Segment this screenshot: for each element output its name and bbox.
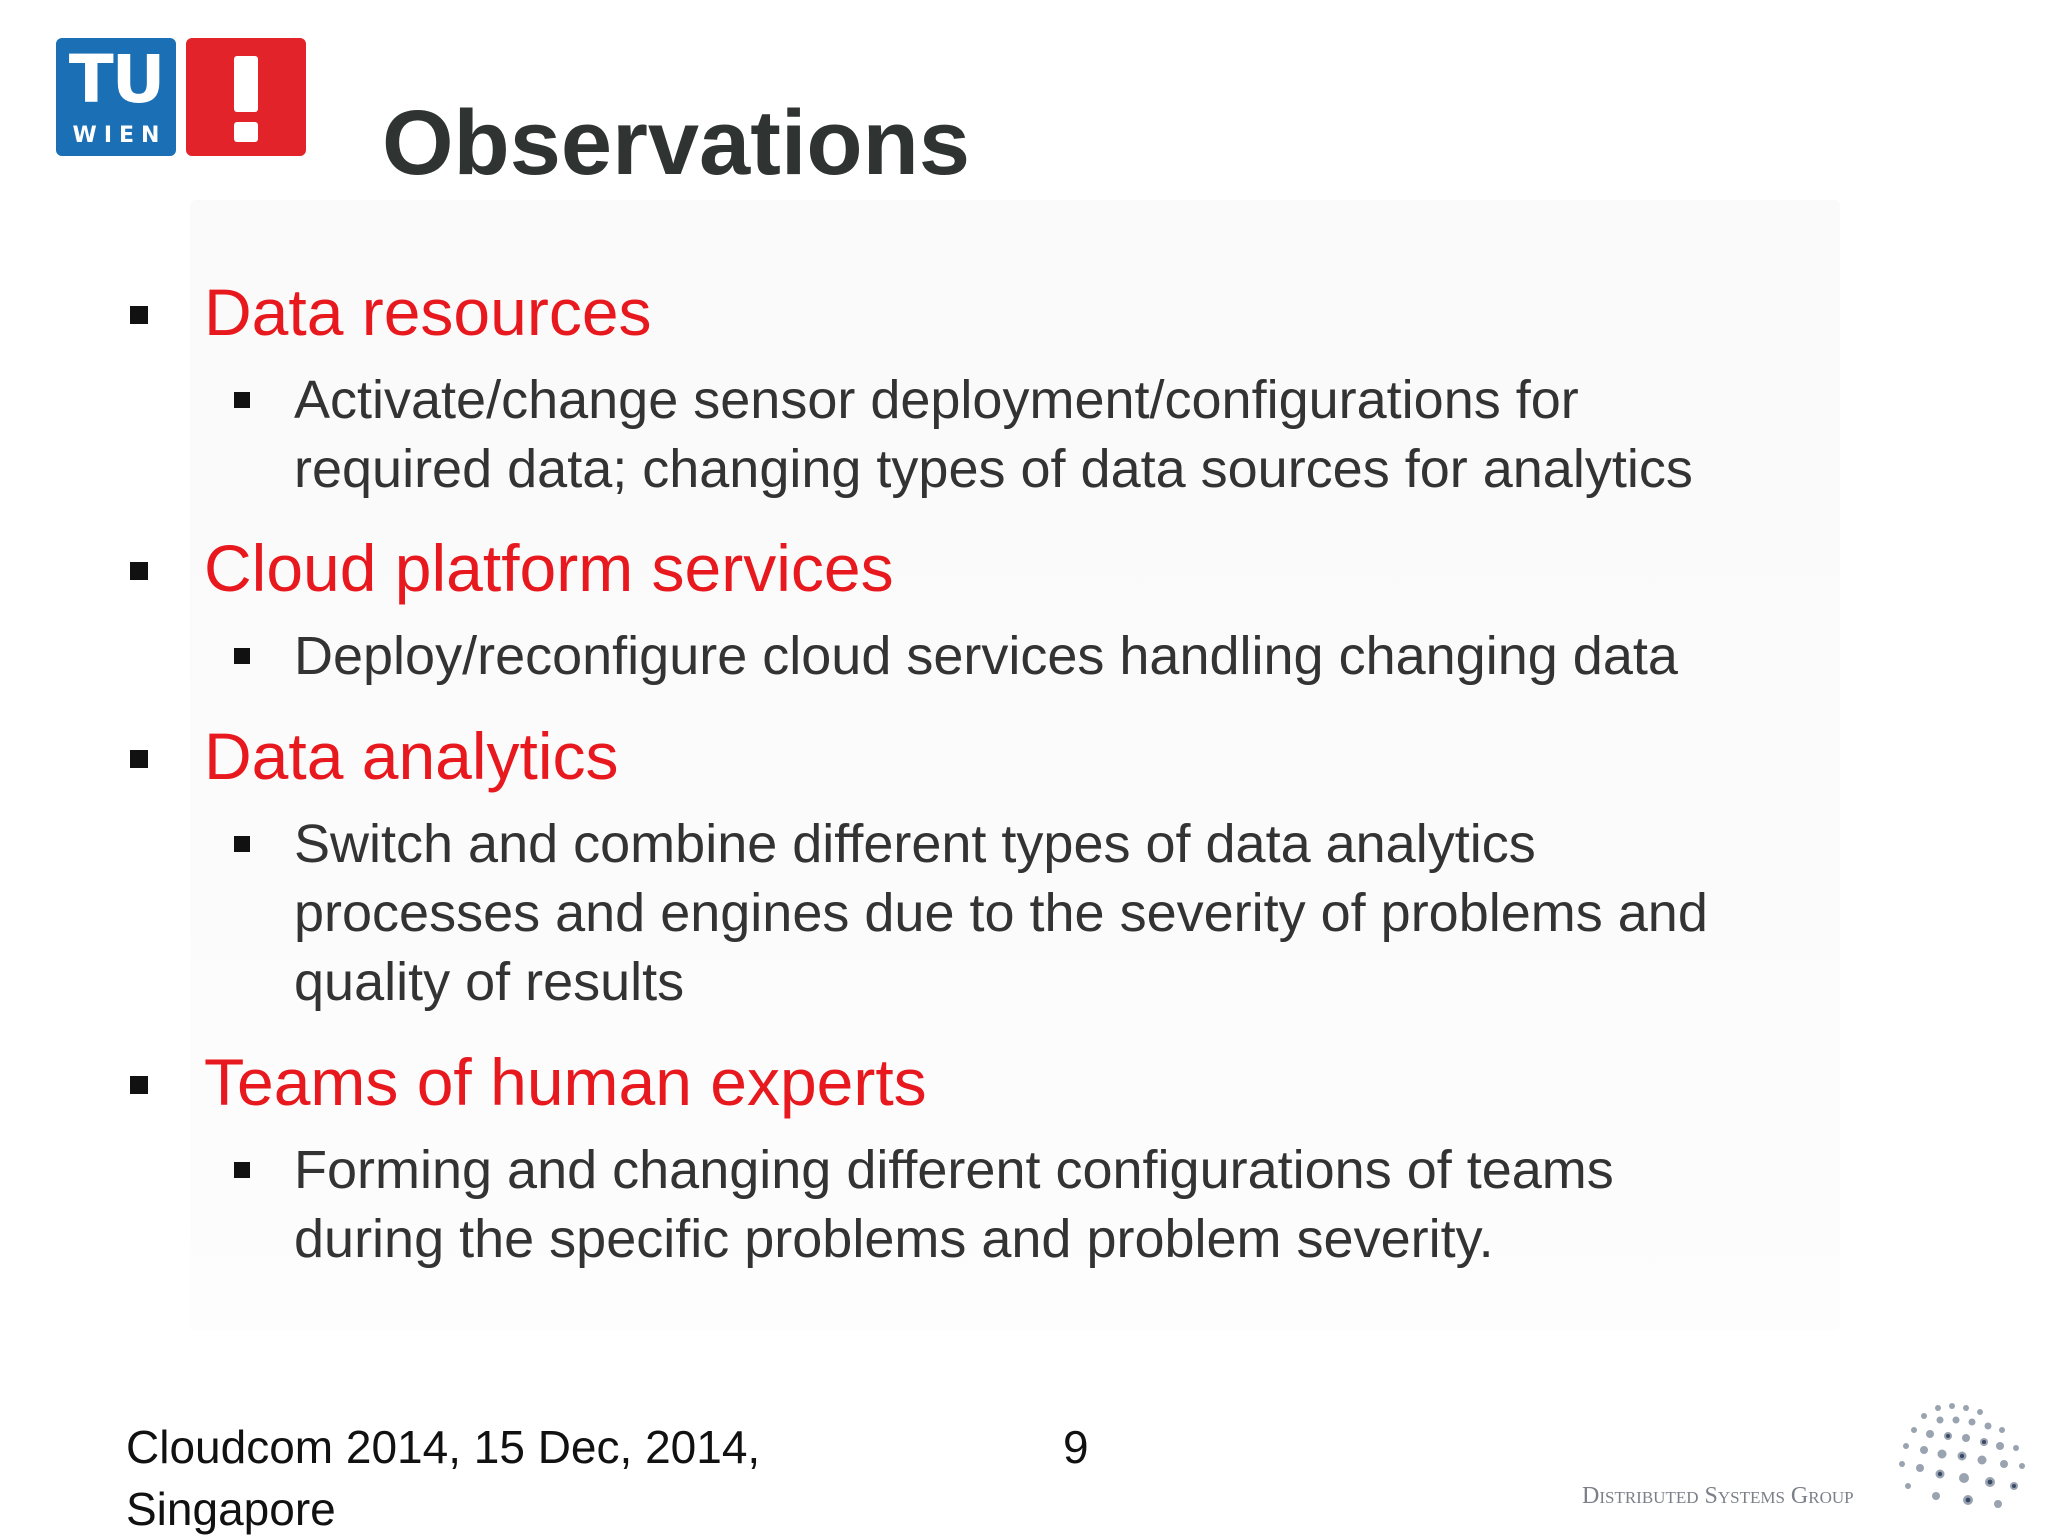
sub-item-line: Deploy/reconfigure cloud services handling changing data	[294, 626, 1678, 686]
footer-conference	[126, 1416, 760, 1540]
section-heading-text: Data analytics	[204, 719, 619, 793]
footer-conference-line1: Cloudcom 2014, 15 Dec, 2014,	[126, 1421, 761, 1473]
section-heading-text: Teams of human experts	[204, 1045, 927, 1119]
square-bullet-icon	[234, 648, 250, 664]
square-bullet-icon	[130, 562, 148, 580]
square-bullet-icon	[234, 392, 250, 408]
tu-wien-logo	[56, 38, 306, 156]
square-bullet-icon	[234, 836, 250, 852]
distributed-systems-group-logo-icon	[1880, 1400, 2030, 1510]
exclamation-dot	[234, 122, 258, 142]
section-heading-data-resources	[204, 272, 652, 352]
slide-title: Observations	[382, 92, 970, 194]
sub-item-line: Forming and changing different configurations of teams	[294, 1140, 1614, 1200]
page-number: 9	[1063, 1421, 1089, 1473]
sub-item-line: quality of results	[294, 952, 685, 1012]
section-heading-teams-of-human-experts	[204, 1042, 927, 1122]
square-bullet-icon	[130, 750, 148, 768]
section-heading-data-analytics	[204, 716, 619, 796]
square-bullet-icon	[130, 306, 148, 324]
sub-item-data-resources	[294, 366, 1854, 504]
footer-conference-line2: Singapore	[126, 1483, 336, 1535]
section-heading-cloud-platform-services	[204, 528, 894, 608]
sub-item-cloud-platform-services	[294, 622, 1854, 691]
section-heading-text: Cloud platform services	[204, 531, 894, 605]
square-bullet-icon	[234, 1162, 250, 1178]
tu-logo-block	[56, 38, 176, 156]
section-heading-text: Data resources	[204, 275, 652, 349]
exclamation-icon	[186, 38, 306, 156]
sub-item-line: required data; changing types of data sources for analytics	[294, 439, 1693, 499]
sub-item-line: Activate/change sensor deployment/configurations for	[294, 370, 1579, 430]
sub-item-line: during the specific problems and problem severity.	[294, 1209, 1494, 1269]
exclamation-bar	[234, 56, 258, 112]
tu-logo-text: TU	[68, 41, 164, 118]
sub-item-data-analytics	[294, 810, 1854, 1017]
sub-item-line: Switch and combine different types of data analytics	[294, 814, 1536, 874]
sub-item-line: processes and engines due to the severity of problems and	[294, 883, 1708, 943]
wien-logo-text: WIEN	[72, 123, 167, 148]
square-bullet-icon	[130, 1076, 148, 1094]
sub-item-teams-of-human-experts	[294, 1136, 1854, 1274]
group-name: Distributed Systems Group	[1582, 1483, 1854, 1509]
